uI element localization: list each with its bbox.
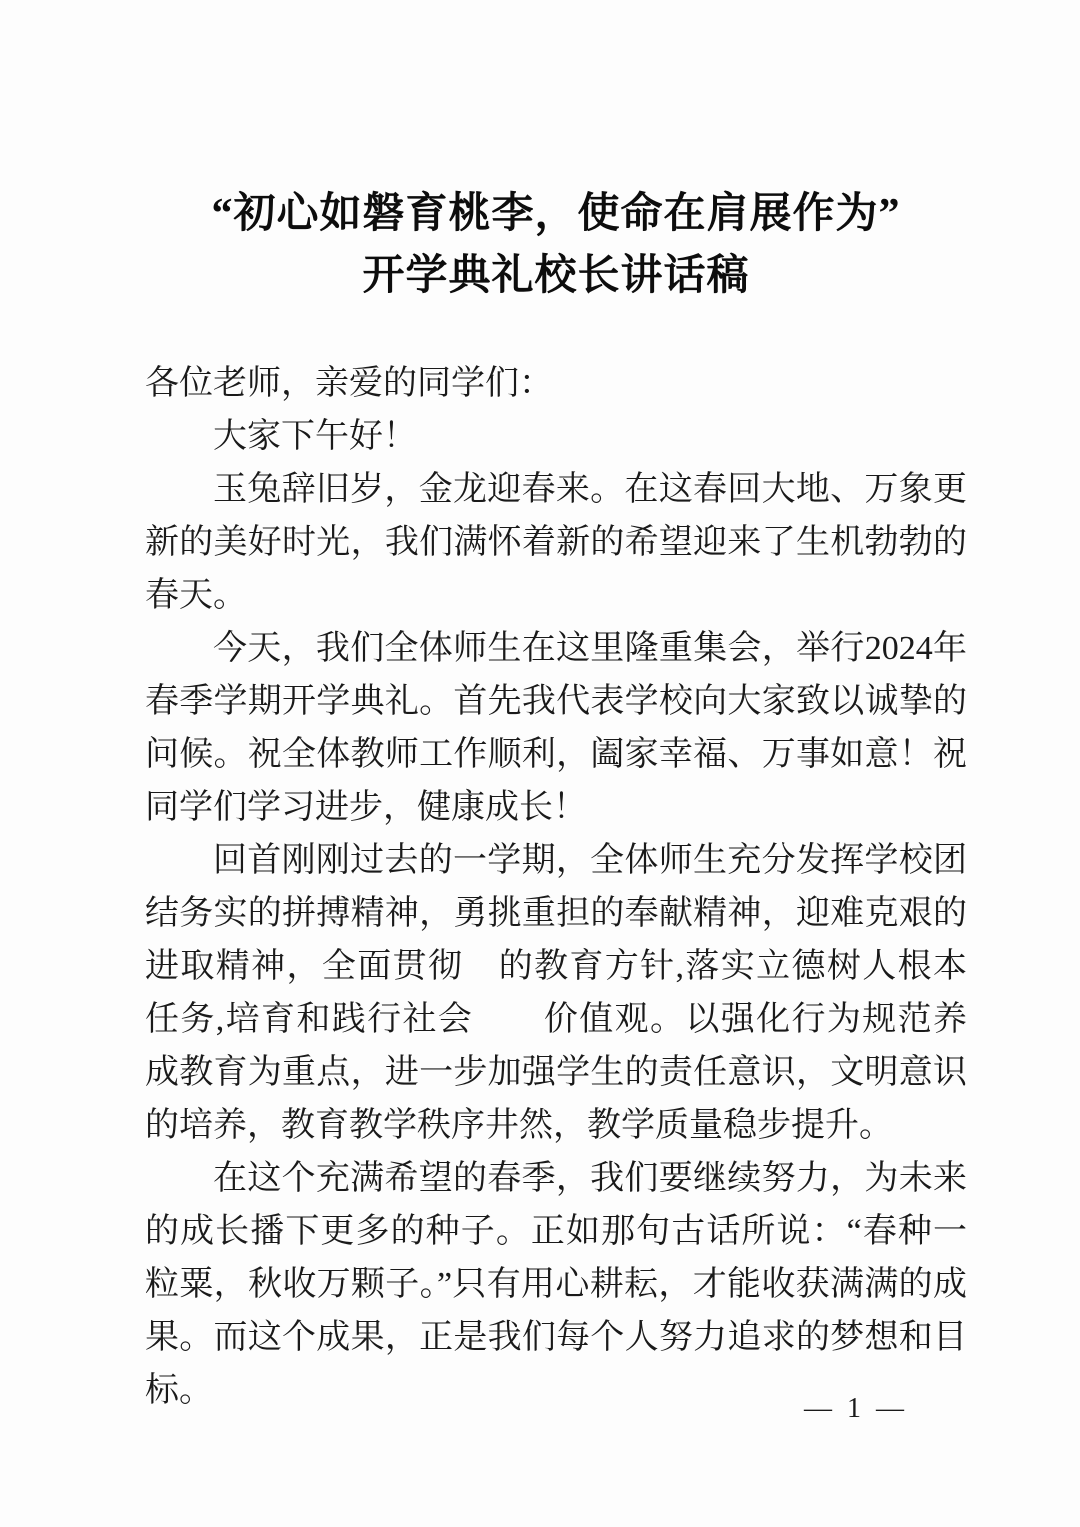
title-line-2: 开学典礼校长讲话稿	[362, 253, 750, 299]
paragraph: 玉兔辞旧岁，金龙迎春来。在这春回大地、万象更新的美好时光，我们满怀着新的希望迎来了生机勃勃的春天。	[145, 471, 967, 614]
page-number: — 1 —	[804, 1393, 908, 1424]
document-title	[145, 183, 967, 307]
title-line-1: “初心如磐育桃李，使命在肩展作为”	[211, 191, 901, 237]
paragraph: 大家下午好！	[213, 418, 417, 455]
paragraph: 今天，我们全体师生在这里隆重集会，举行2024年春季学期开学典礼。首先我代表学校向大家致以诚挚的问候。祝全体教师工作顺利，阖家幸福、万事如意！祝同学们学习进步，健康成长！	[145, 630, 967, 826]
paragraph: 回首刚刚过去的一学期，全体师生充分发挥学校团结务实的拼搏精神，勇挑重担的奉献精神，迎难克艰的进取精神，全面贯彻 的教育方针,落实立德树人根本任务,培育和践行社会 价值观。以强化行为规范养成教育为重点，进一步加强学生的责任意识，文明意识的培养，教育教学秩序井然，教学质量稳步提升。	[145, 842, 967, 1144]
paragraph: 在这个充满希望的春季，我们要继续努力，为未来的成长播下更多的种子。正如那句古话所说：“春种一粒粟，秋收万颗子。”只有用心耕耘，才能收获满满的成果。而这个成果，正是我们每个人努力追求的梦想和目标。	[145, 1160, 967, 1409]
document-content	[145, 183, 967, 1417]
paragraph: 各位老师，亲爱的同学们：	[145, 365, 553, 402]
document-body	[145, 357, 967, 1417]
